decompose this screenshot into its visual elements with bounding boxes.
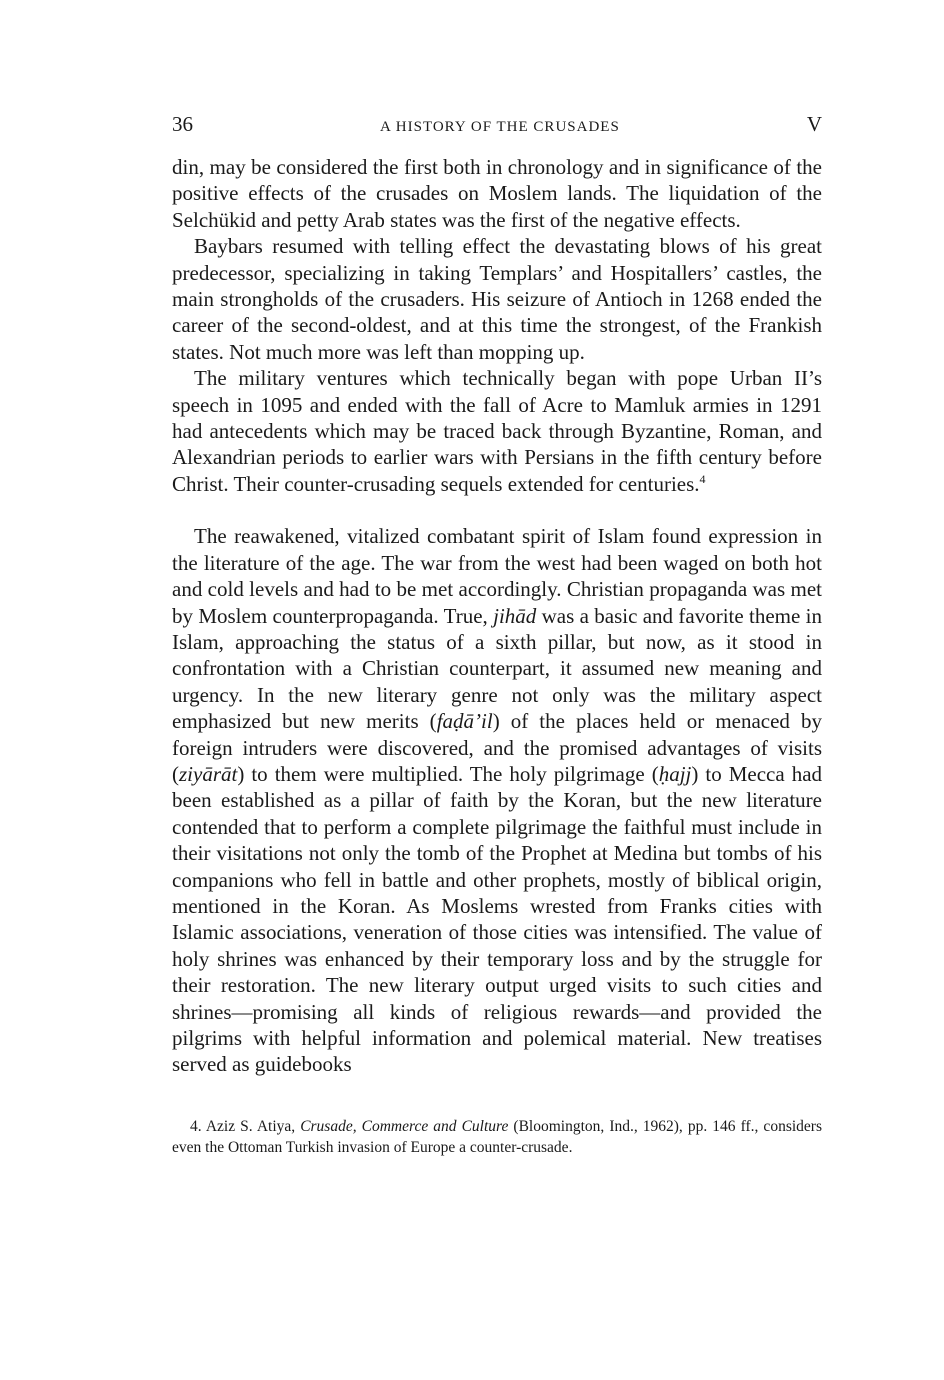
footnote-author: Aziz S. Atiya, — [201, 1117, 301, 1135]
paragraph-4-part-1: The reawakened, vitalized combatant spirit of Islam found expression in the literature of the age. The war from the west had been waged on both hot and cold levels and had to be met accordingly. Christian propaganda was met by Moslem counterpropaganda. True, — [172, 524, 822, 628]
footnote-rest: (Bloomington, Ind., 1962), pp. 146 ff., considers even the Ottoman Turkish invasion of Europe a counter-crusade. — [172, 1117, 822, 1156]
chapter-number: V — [806, 112, 822, 136]
running-title: A HISTORY OF THE CRUSADES — [380, 119, 620, 135]
footnote-number: 4. — [190, 1117, 202, 1135]
paragraph-4-part-5: ) to Mecca had been established as a pillar of faith by the Koran, but the new literature contended that to perform a complete pilgrimage the faithful must include in their visitations not only the tomb of the Prophet at Medina but tombs of his companions who fell in battle and other prophets, mostly of biblical origin, mentioned in the Koran. As Moslems wrested from Franks cities with Islamic associations, veneration of those cities was intensified. The value of holy shrines was enhanced by their temporary loss and by the struggle for their restoration. The new literary output urged visits to such cities and shrines—promising all kinds of religious rewards—and provided the pilgrims with helpful information and polemical material. New treatises served as guidebooks — [172, 761, 823, 1077]
paragraph-4-part-4: ) to them were multiplied. The holy pilgrimage ( — [237, 761, 659, 786]
paragraph-1: din, may be considered the first both in chronology and in significance of the positive effects of the crusades on Moslem lands. The liquidation of the Selchükid and petty Arab states was the first of the negative effects. — [172, 155, 822, 232]
book-page — [172, 112, 822, 1158]
term-fadail: faḍā’il — [436, 709, 493, 734]
footnote — [172, 1116, 822, 1158]
paragraph-2: Baybars resumed with telling effect the devastating blows of his great predecessor, specializing in taking Templars’ and Hospitallers’ castles, the main strongholds of the crusaders. His seizure of Antioch in 1268 ended the career of the second-oldest, and at this time the strongest, of the Frankish states. Not much more was left than mopping up. — [172, 234, 822, 364]
body-text — [172, 154, 822, 1078]
term-hajj: ḥajj — [658, 761, 692, 786]
paragraph-3 — [172, 365, 822, 497]
paragraph-4-part-3: ) of the places held or menaced by foreign intruders were discovered, and the promised advantages of visits ( — [172, 709, 822, 786]
term-jihad: jihād — [493, 603, 537, 628]
paragraph-4-part-2: was a basic and favorite theme in Islam, approaching the status of a sixth pillar, but now, as it stood in confrontation with a Christian counterpart, it assumed new meaning and urgency. In the new literary genre not only was the military aspect emphasized but new merits ( — [172, 603, 822, 734]
footnote-reference: 4 — [699, 471, 706, 486]
footnote-book-title: Crusade, Commerce and Culture — [300, 1117, 509, 1135]
term-ziyarat: ziyārāt — [179, 761, 238, 786]
page-number: 36 — [172, 112, 193, 136]
paragraph-4 — [172, 523, 822, 1078]
paragraph-3-text: The military ventures which technically began with pope Urban II’s speech in 1095 and ended with the fall of Acre to Mamluk armies in 1291 had antecedents which may be traced back through Byzantine, Roman, and Alexandrian periods to earlier wars with Persians in the fifth century before Christ. Their counter-crusading sequels extended for centuries. — [172, 366, 822, 496]
running-header — [172, 112, 822, 142]
